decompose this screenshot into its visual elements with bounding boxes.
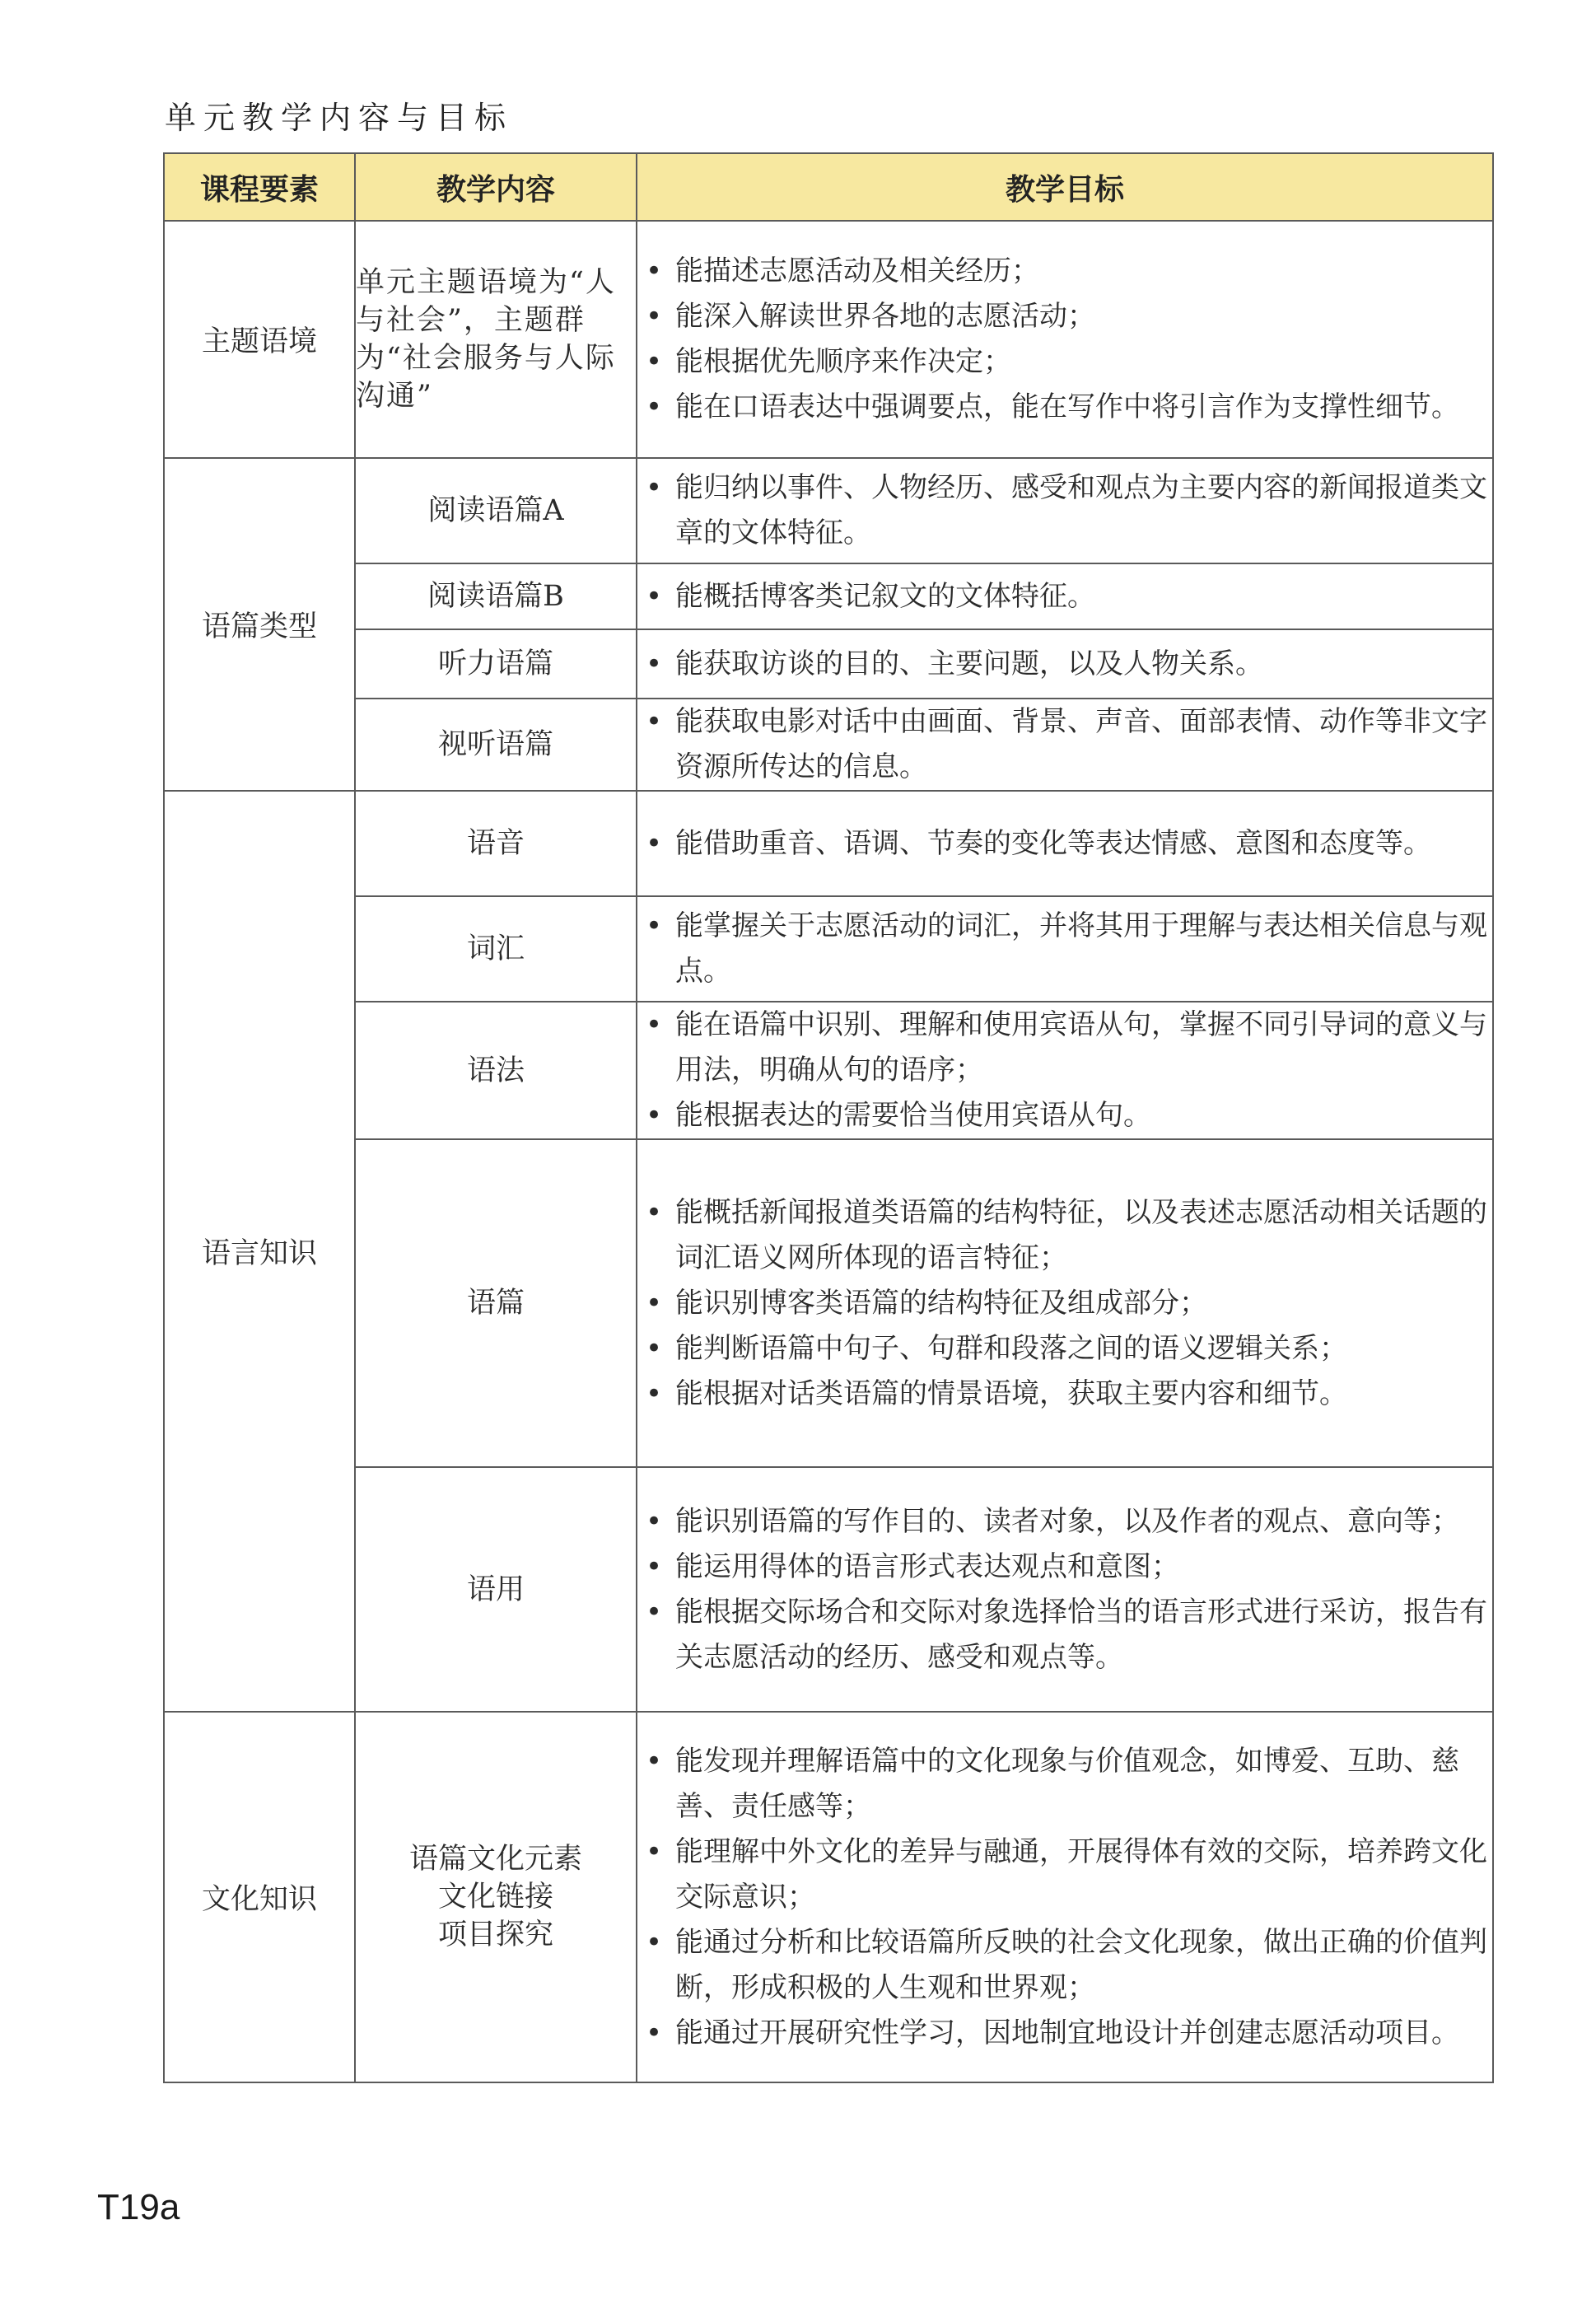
teaching-content-cell: 语音 <box>355 791 637 896</box>
page-number: T19a <box>97 2187 180 2227</box>
teaching-goals-cell <box>637 1002 1493 1139</box>
teaching-goals-cell <box>637 699 1493 791</box>
goal-item: • 能根据对话类语篇的情景语境，获取主要内容和细节。 <box>637 1372 1492 1417</box>
teaching-goals-cell <box>637 629 1493 699</box>
table-row <box>164 221 1493 458</box>
course-element-cell: 语言知识 <box>164 791 355 1712</box>
table-row <box>164 699 1493 791</box>
header-course-element: 课程要素 <box>164 153 355 221</box>
teaching-content-cell: 单元主题语境为“人与社会”，主题群为“社会服务与人际沟通” <box>355 221 637 458</box>
teaching-content-cell: 听力语篇 <box>355 629 637 699</box>
goal-item: • 能深入解读世界各地的志愿活动； <box>637 294 1492 339</box>
goal-item: • 能归纳以事件、人物经历、感受和观点为主要内容的新闻报道类文章的文体特征。 <box>637 465 1492 556</box>
goal-item: • 能根据优先顺序来作决定； <box>637 339 1492 385</box>
teaching-goals-cell <box>637 458 1493 563</box>
table-row <box>164 896 1493 1002</box>
table-body <box>164 221 1493 2082</box>
goal-item: • 能通过分析和比较语篇所反映的社会文化现象，做出正确的价值判断，形成积极的人生观和世界观； <box>637 1920 1492 2011</box>
teaching-goals-cell <box>637 1467 1493 1712</box>
table-row <box>164 1712 1493 2082</box>
goal-item: • 能判断语篇中句子、句群和段落之间的语义逻辑关系； <box>637 1326 1492 1372</box>
teaching-goals-cell <box>637 1712 1493 2082</box>
goal-item: • 能根据交际场合和交际对象选择恰当的语言形式进行采访，报告有关志愿活动的经历、感受和观点等。 <box>637 1590 1492 1680</box>
goal-item: • 能运用得体的语言形式表达观点和意图； <box>637 1545 1492 1590</box>
teaching-goals-cell <box>637 563 1493 629</box>
teaching-goals-cell <box>637 896 1493 1002</box>
teaching-content-cell: 阅读语篇A <box>355 458 637 563</box>
table-row <box>164 563 1493 629</box>
goal-item: • 能描述志愿活动及相关经历； <box>637 249 1492 294</box>
teaching-goals-cell <box>637 1139 1493 1467</box>
teaching-content-cell: 词汇 <box>355 896 637 1002</box>
goal-item: • 能获取电影对话中由画面、背景、声音、面部表情、动作等非文字资源所传达的信息。 <box>637 699 1492 790</box>
goal-item: • 能掌握关于志愿活动的词汇，并将其用于理解与表达相关信息与观点。 <box>637 904 1492 994</box>
goal-item: • 能识别语篇的写作目的、读者对象，以及作者的观点、意向等； <box>637 1499 1492 1545</box>
table-row <box>164 1002 1493 1139</box>
table-row <box>164 1467 1493 1712</box>
goal-item: • 能在口语表达中强调要点，能在写作中将引言作为支撑性细节。 <box>637 385 1492 430</box>
goal-item: • 能借助重音、语调、节奏的变化等表达情感、意图和态度等。 <box>637 821 1492 867</box>
goal-item: • 能通过开展研究性学习，因地制宜地设计并创建志愿活动项目。 <box>637 2011 1492 2056</box>
goal-item: • 能概括新闻报道类语篇的结构特征，以及表述志愿活动相关话题的词汇语义网所体现的语言特征； <box>637 1190 1492 1281</box>
teaching-goals-cell <box>637 791 1493 896</box>
teaching-content-cell: 视听语篇 <box>355 699 637 791</box>
goal-item: • 能根据表达的需要恰当使用宾语从句。 <box>637 1093 1492 1138</box>
teaching-content-line: 项目探究 <box>437 1918 553 1951</box>
table-row <box>164 458 1493 563</box>
teaching-content-cell: 语用 <box>355 1467 637 1712</box>
course-element-cell: 语篇类型 <box>164 458 355 791</box>
table-header-row <box>164 153 1493 221</box>
goal-item: • 能理解中外文化的差异与融通，开展得体有效的交际，培养跨文化交际意识； <box>637 1830 1492 1920</box>
objectives-table <box>163 152 1494 2083</box>
teaching-content-cell: 语法 <box>355 1002 637 1139</box>
goal-item: • 能在语篇中识别、理解和使用宾语从句，掌握不同引导词的意义与用法，明确从句的语序； <box>637 1002 1492 1093</box>
teaching-content-line: 语篇文化元素 <box>408 1843 582 1876</box>
goal-item: • 能获取访谈的目的、主要问题，以及人物关系。 <box>637 642 1492 687</box>
teaching-goals-cell <box>637 221 1493 458</box>
teaching-content-cell <box>355 1712 637 2082</box>
course-element-cell: 主题语境 <box>164 221 355 458</box>
goal-item: • 能概括博客类记叙文的文体特征。 <box>637 574 1492 619</box>
header-teaching-goals: 教学目标 <box>637 153 1493 221</box>
table-row <box>164 629 1493 699</box>
goal-item: • 能识别博客类语篇的结构特征及组成部分； <box>637 1281 1492 1326</box>
teaching-content-cell: 语篇 <box>355 1139 637 1467</box>
section-title: 单元教学内容与目标 <box>165 100 514 136</box>
teaching-content-line: 文化链接 <box>437 1881 553 1914</box>
course-element-cell: 文化知识 <box>164 1712 355 2082</box>
teaching-content-cell: 阅读语篇B <box>355 563 637 629</box>
table-row <box>164 1139 1493 1467</box>
goal-item: • 能发现并理解语篇中的文化现象与价值观念，如博爱、互助、慈善、责任感等； <box>637 1739 1492 1830</box>
header-teaching-content: 教学内容 <box>355 153 637 221</box>
table-row <box>164 791 1493 896</box>
